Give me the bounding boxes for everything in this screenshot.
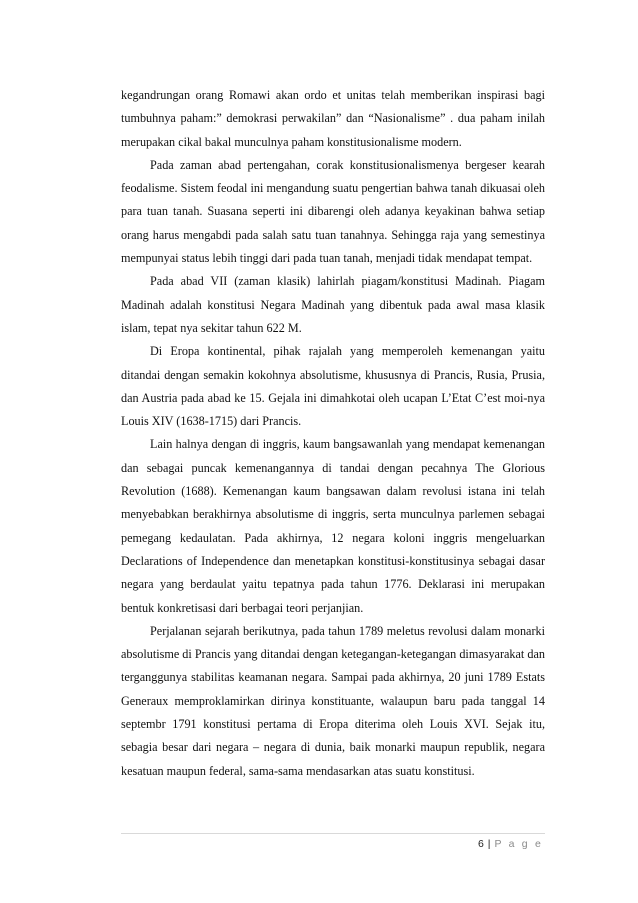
- paragraph-1: kegandrungan orang Romawi akan ordo et unitas telah memberikan inspirasi bagi tumbuhnya paham:” demokrasi perwakilan” dan “Nasionalisme” . dua paham inilah merupakan cikal bakal munculnya paham konstitusionalisme modern.: [121, 88, 545, 149]
- footer-separator: |: [487, 838, 491, 850]
- body-text: [121, 84, 545, 783]
- paragraph-5: Lain halnya dengan di inggris, kaum bangsawanlah yang mendapat kemenangan dan sebagai puncak kemenangannya di tandai dengan pecahnya The Glorious Revolution (1688). Kemenangan kaum bangsawan dalam revolusi istana ini telah menyebabkan berakhirnya absolutisme di inggris, serta munculnya parlemen sebagai pemegang kedaulatan. Pada akhirnya, 12 negara koloni inggris mengeluarkan Declarations of Independence dan menetapkan konstitusi-konstitusinya sebagai dasar negara yang berdaulat yaitu tepatnya pada tahun 1776. Deklarasi ini merupakan bentuk konkretisasi dari berbagai teori perjanjian.: [121, 437, 545, 615]
- page-label: P a g e: [494, 838, 543, 850]
- paragraph-4: Di Eropa kontinental, pihak rajalah yang memperoleh kemenangan yaitu ditandai dengan semakin kokohnya absolutisme, khususnya di Prancis, Rusia, Prusia, dan Austria pada abad ke 15. Gejala ini dimahkotai oleh ucapan L’Etat C’est moi-nya Louis XIV (1638-1715) dari Prancis.: [121, 344, 545, 429]
- footer-divider: [121, 833, 545, 834]
- paragraph-6: Perjalanan sejarah berikutnya, pada tahun 1789 meletus revolusi dalam monarki absolutisme di Prancis yang ditandai dengan ketegangan-ketegangan dimasyarakat dan terganggunya stabilitas keamanan negara. Sampai pada akhirnya, 20 juni 1789 Estats Generaux memproklamirkan dirinya konstituante, walaupun baru pada tanggal 14 septembr 1791 konstitusi pertama di Eropa diterima oleh Louis XVI. Sejak itu, sebagia besar dari negara – negara di dunia, baik monarki maupun republik, negara kesatuan maupun federal, sama-sama mendasarkan atas suatu konstitusi.: [121, 623, 545, 778]
- page-number: 6: [477, 838, 484, 850]
- paragraph-3: Pada abad VII (zaman klasik) lahirlah piagam/konstitusi Madinah. Piagam Madinah adalah konstitusi Negara Madinah yang dibentuk pada awal masa klasik islam, tepat nya sekitar tahun 622 M.: [121, 274, 545, 335]
- paragraph-2: Pada zaman abad pertengahan, corak konstitusionalismenya bergeser kearah feodalisme. Sistem feodal ini mengandung suatu pengertian bahwa tanah dikuasai oleh para tuan tanah. Suasana seperti ini dibarengi oleh adanya keyakinan bahwa setiap orang harus mengabdi pada salah satu tuan tanahnya. Sehingga raja yang semestinya mempunyai status lebih tinggi dari pada tuan tanah, menjadi tidak mendapat tempat.: [121, 157, 545, 266]
- page-footer: [478, 838, 543, 850]
